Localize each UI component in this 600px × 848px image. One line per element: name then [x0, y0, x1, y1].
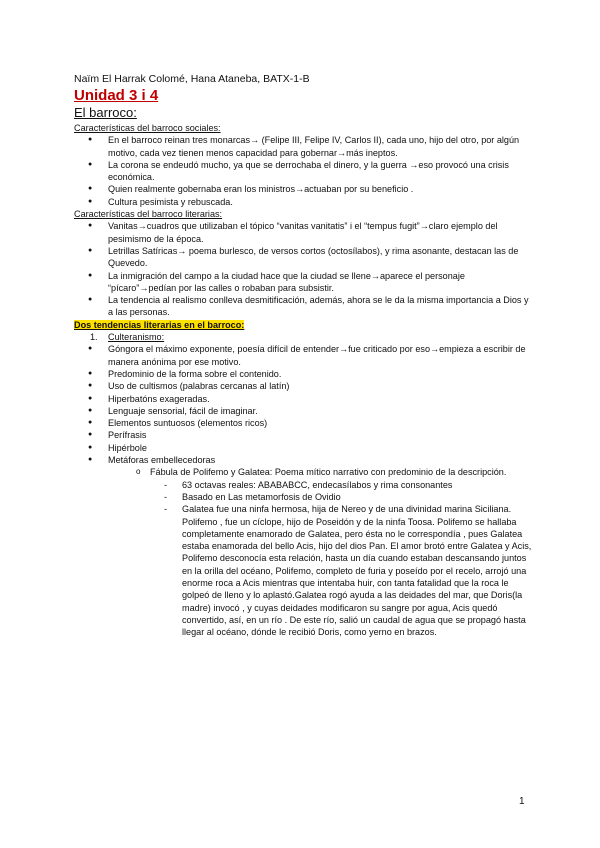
dash-marker: - — [164, 491, 168, 502]
culteranismo-list — [74, 343, 534, 466]
list-item: ● Uso de cultismos (palabras cercanas al latín) — [74, 380, 534, 392]
sub-item-marker: o — [136, 467, 141, 477]
list-item: ● Hipérbole — [74, 442, 534, 454]
list-item: ● Hiperbatóns exageradas. — [74, 393, 534, 405]
list-item: ● Metáforas embellecedoras — [74, 454, 534, 466]
sub-item-text: Fábula de Polifemo y Galatea: Poema mítico narrativo con predominio de la descripción. — [150, 467, 507, 478]
polifemo-details-list — [74, 479, 534, 639]
tendencies-heading: Dos tendencias literarias en el barroco: — [74, 319, 245, 330]
list-item: ● Predominio de la forma sobre el contenido. — [74, 368, 534, 380]
detail-item — [74, 479, 534, 491]
numbered-item-culteranismo — [74, 331, 534, 343]
page-number: 1 — [519, 796, 525, 807]
social-heading: Características del barroco sociales: — [74, 123, 221, 133]
list-item: ● La corona se endeudó mucho, ya que se derrochaba el dinero, y la guerra →eso provocó una crisis económica. — [74, 159, 534, 184]
list-item: ● La inmigración del campo a la ciudad hace que la ciudad se llene→aparece el personaje “pícaro”→pedían por las calles o robaban para subsistir. — [74, 270, 534, 295]
literary-list — [74, 220, 534, 318]
item-number: 1. — [90, 332, 98, 343]
list-item: ● Góngora el máximo exponente, poesía difícil de entender→fue criticado por eso→empieza a escribir de manera anónima por ese motivo. — [74, 343, 534, 368]
detail-item — [74, 491, 534, 503]
list-item: ● Cultura pesimista y rebuscada. — [74, 196, 534, 208]
list-item: ● Quien realmente gobernaba eran los ministros→actuaban por su beneficio . — [74, 183, 534, 195]
list-item: ● En el barroco reinan tres monarcas→ (Felipe III, Felipe IV, Carlos II), cada uno, hijo del otro, por algún motivo, cada vez tienen menos capacidad para gobernar→más ineptos. — [74, 134, 534, 159]
list-item: ● Elementos suntuosos (elementos ricos) — [74, 417, 534, 429]
detail-item — [74, 503, 534, 638]
dash-marker: - — [164, 504, 168, 515]
detail-text: Galatea fue una ninfa hermosa, hija de Nereo y de una divinidad marina Siciliana. Polifemo , fue un cíclope, hijo de Poseidón y de la ninfa Toosa. Polifemo se hallaba completamente enamorado de Galatea, pero ésta no le correspondía , pues Galatea estaba enamorada del bello Acis, hijo del dios Pan. El amor brotó entre Galatea y Acis, Polifemo desconocía esta relación, hasta un día cuando estaban descansando juntos en la orilla del océano, Polifemo, completo de furia y poseído por el recelo, arrojó una enorme roca a Acis mientras que intentaba huir, con tanta fatalidad que la roca le golpeó de lleno y lo aplastó.Galatea rogó ayuda a las deidades del mar, que Doris(la madre) invocó , y cuyas deidades modificaron su sangre por agua, Acis quedó convertido, así, en un río . De este río, salió un caudal de agua que se propagó hasta llegar al océano, dónde le recibió Doris, como yerno en brazos. — [182, 504, 532, 638]
list-item: ● Lenguaje sensorial, fácil de imaginar. — [74, 405, 534, 417]
document-body — [74, 72, 534, 638]
list-item: ● Vanitas→cuadros que utilizaban el tópico “vanitas vanitatis” i el “tempus fugit”→claro ejemplo del pesimismo de la época. — [74, 220, 534, 245]
section-subtitle: El barroco: — [74, 105, 137, 120]
detail-text: 63 octavas reales: ABABABCC, endecasílabos y rima consonantes — [182, 479, 453, 490]
literary-heading: Características del barroco literarias: — [74, 209, 223, 220]
document-title: Unidad 3 i 4 — [74, 87, 159, 104]
list-item: ● Perífrasis — [74, 429, 534, 441]
list-item: ● La tendencia al realismo conlleva desmitificación, además, ahora se le da la misma importancia a Dios y a las personas. — [74, 294, 534, 319]
dash-marker: - — [164, 479, 168, 490]
detail-text: Basado en Las metamorfosis de Ovidio — [182, 491, 341, 502]
list-item: ● Letrillas Satíricas→ poema burlesco, de versos cortos (octosílabos), y rima asonante, destacan las de Quevedo. — [74, 245, 534, 270]
authors-line: Naïm El Harrak Colomé, Hana Ataneba, BATX-1-B — [74, 73, 310, 85]
sub-item-polifemo — [74, 466, 534, 478]
culteranismo-label: Culteranismo: — [108, 332, 165, 343]
social-list — [74, 134, 534, 208]
tendencies-heading-row — [74, 319, 534, 331]
